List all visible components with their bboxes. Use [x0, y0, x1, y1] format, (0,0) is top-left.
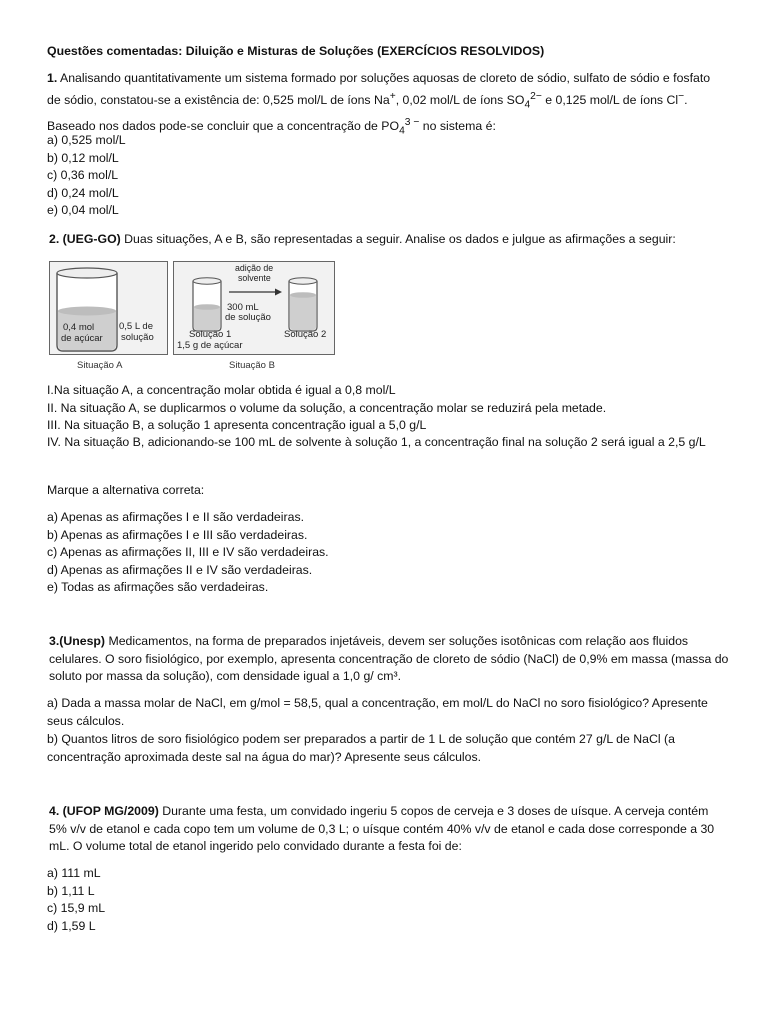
question-3-text: 3.(Unesp) Medicamentos, na forma de preparados injetáveis, devem ser soluções isotônicas com relação aos fluidos celulares. O soro fisiológico, por exemplo, apresenta concentração de cloreto de sódio (NaCl) de 0,9% em massa (massa do soluto por massa da solução), com densidade igual a 1,0 g/ cm³. — [49, 634, 729, 683]
question-2-options — [47, 509, 727, 597]
option: d) 1,59 L — [47, 918, 96, 933]
situation-b-caption: Situação B — [229, 360, 275, 371]
question-3-part-b: b) Quantos litros de soro fisiológico podem ser preparados a partir de 1 L de solução que contém 27 g/L de NaCl (a concentração aproximada deste sal na água do mar)? Apresente seus cálculos. — [47, 732, 675, 764]
question-4-number: 4. (UFOP MG/2009) — [49, 804, 159, 818]
option: c) 15,9 mL — [47, 901, 106, 915]
question-3-part-a: a) Dada a massa molar de NaCl, em g/mol = 58,5, qual a concentração, em mol/L do NaCl no soro fisiológico? Apresente seus cálculos. — [47, 696, 708, 728]
solution-1-label: Solução 1 — [189, 329, 232, 340]
situation-a-amount: 0,4 mol — [63, 322, 95, 333]
option: d) 0,24 mol/L — [47, 185, 119, 200]
question-2-prompt: Marque a alternativa correta: — [47, 483, 205, 497]
option: e) 0,04 mol/L — [47, 203, 119, 217]
option: b) Apenas as afirmações I e III são verdadeiras. — [47, 527, 308, 542]
situation-b-addition: adição de — [235, 263, 274, 273]
question-1-text: 1. Analisando quantitativamente um sistema formado por soluções aquosas de cloreto de sódio, sulfato de sódio e fosfato de sódio, constatou-se a existência de: 0,525 mol/L de íons Na+, 0,02 mol/L de íons $SO_4^{2-}$ e 0,125 mol/L de íons Cl−. Baseado nos dados pode-se concluir que a concentração de $PO_4^{3 -}$ no sistema é: — [47, 71, 711, 137]
option: a) Apenas as afirmações I e II são verdadeiras. — [47, 510, 305, 524]
question-1-options — [47, 132, 727, 220]
question-2-text: 2. (UEG-GO) Duas situações, A e B, são representadas a seguir. Analise os dados e julgue as afirmações a seguir: — [49, 232, 676, 246]
statement: II. Na situação A, se duplicarmos o volume da solução, a concentração molar se reduzirá pela metade. — [47, 400, 607, 415]
option: c) Apenas as afirmações II, III e IV são verdadeiras. — [47, 545, 329, 559]
situation-b-volume-label: de solução — [225, 312, 271, 323]
solutions-figure — [49, 261, 336, 372]
statement: III. Na situação B, a solução 1 apresenta concentração igual a 5,0 g/L — [47, 418, 427, 432]
situation-a-solute: de açúcar — [61, 333, 103, 344]
situation-a-volume: 0,5 L de — [119, 321, 153, 332]
question-1-number: 1. — [47, 71, 58, 85]
option: a) 0,525 mol/L — [47, 133, 126, 147]
question-2-number: 2. (UEG-GO) — [49, 232, 121, 246]
question-2-statements — [47, 382, 727, 435]
solution-2-label: Solução 2 — [284, 329, 327, 340]
situation-a-caption: Situação A — [77, 360, 123, 371]
option: c) 0,36 mol/L — [47, 168, 119, 182]
option: b) 0,12 mol/L — [47, 150, 119, 165]
situation-a-volume-unit: solução — [121, 332, 154, 343]
statement: I.Na situação A, a concentração molar obtida é igual a 0,8 mol/L — [47, 383, 396, 397]
option: a) 111 mL — [47, 866, 101, 880]
solution-1-mass: 1,5 g de açúcar — [177, 340, 243, 351]
option: e) Todas as afirmações são verdadeiras. — [47, 580, 269, 594]
question-4-text: 4. (UFOP MG/2009) Durante uma festa, um convidado ingeriu 5 copos de cerveja e 3 doses de uísque. A cerveja contém 5% v/v de etanol e cada copo tem um volume de 0,3 L; o uísque contém 40% v/v de etanol e cada dose corresponde a 30 mL. O volume total de etanol ingerido pelo convidado durante a festa foi de: — [49, 804, 715, 853]
question-4-options — [47, 865, 727, 935]
question-3-number: 3.(Unesp) — [49, 634, 106, 648]
situation-b-volume: 300 mL — [227, 302, 259, 313]
situation-b-solvent: solvente — [238, 273, 271, 283]
page-title: Questões comentadas: Diluição e Misturas de Soluções (EXERCÍCIOS RESOLVIDOS) — [47, 44, 545, 58]
option: d) Apenas as afirmações II e IV são verdadeiras. — [47, 562, 313, 577]
statement: IV. Na situação B, adicionando-se 100 mL de solvente à solução 1, a concentração final na solução 2 será igual a 2,5 g/L — [47, 435, 706, 449]
option: b) 1,11 L — [47, 883, 95, 898]
